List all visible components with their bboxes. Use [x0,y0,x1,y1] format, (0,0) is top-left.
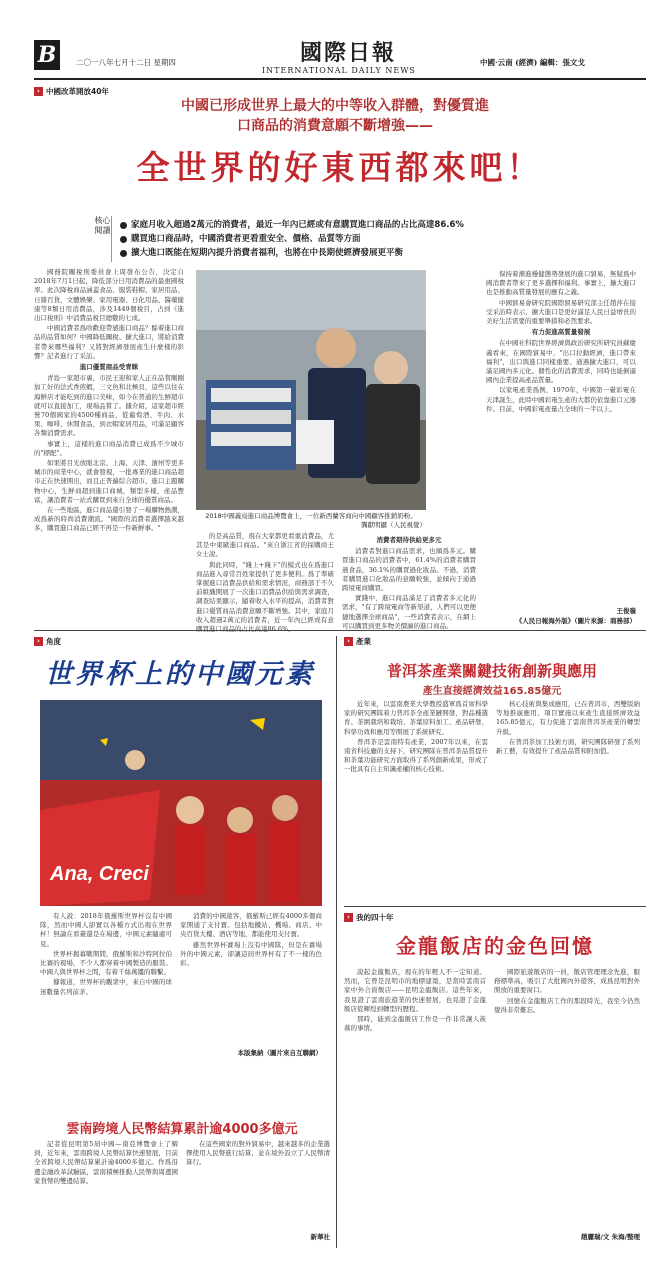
masthead-title: 國際日報 [300,40,397,66]
expo-photo [196,270,426,510]
rmb-title: 雲南跨境人民幣結算累計逾4000多億元 [66,1122,298,1137]
section-tag [344,636,371,647]
masthead-subtitle: INTERNATIONAL DAILY NEWS [262,66,416,75]
subheading: 有力促進高質量發展 [531,328,591,337]
puer-column-2: 核心技術與集成應用，已在普洱市、西雙版納等地推廣應用，項目實施以來產生直接經濟效益165.85億元，有力促進了雲南普洱茶產業的轉型升級。 在普洱茶加工技術方面，研究團隊研發了系列新工藝，有效提升了產品品質和附加值。 [496,700,640,756]
bullet-icon [120,222,127,229]
edition-info: 中國·云南 (經濟) 編輯：張文戈 [480,58,585,67]
jinlong-title: 金龍飯店的金色回憶 [396,934,594,958]
rmb-column-2: 在這些國家的對外貿易中，越來越多的企業選擇使用人民幣進行結算，並在境外設立了人民幣清算行。 [186,1140,330,1167]
rmb-column-1: 記者從昆明第5屆中國—南亞博覽會上了解到，近年來，雲南跨境人民幣結算快速發展，目前全省跨境人民幣結算累計逾4000多億元。作爲沿邊金融改革試驗區，雲南積極推動人民幣與周邊國家貨幣的雙邊結算。 [34,1140,178,1185]
vertical-divider [336,636,337,1248]
article-column-1: 國務院關稅則委員會上周發布公告，決定自2018年7月1日起，降低部分日用消費品的最惠國稅率。此次降稅商品涵蓋食品、服裝鞋帽、家居用品、日雜百貨、文體娛樂、家用電器、日化用品、醫藥健康等8類日用消費品，涉及1449個稅目，占到《進出口稅則》中消費品稅目總數的七成。 中國消費者爲啥歡迎帶感進口商品？餘着進口商品的品質如何？中國降低關稅、擴大進口，將給消費者帶來哪些福利？又將對經濟發展產生什麼樣的影響？記者進行了采訪。 進口優質商品受青睞 青島一家超市裏，市民王迎和家人正在品嘗剛剛加工好的法式香煎蝦，三文魚和北極貝，這些以往在海鮮店才能吃到的進口美味，如今在普通的生鮮超市就可以直接加工，現場品嘗了。據介紹，這家超市經營70個國家的4500種商品，從葡萄酒、牛肉、水果、咖啡、休閒食品，到衣帽家居用品，可滿足顧客各類消費需求。 事實上，這樣的進口商品消費已成爲不少城市的"標配"。 如果將目光放眼北京、上海、天津、濱州等更多城市的商業中心，就會發現，一批專業的進口商品超市正在快速開出，而且正普遍綜合超市、進口主題購物中心，生鮮商超到進口商城，類型多樣，產品豐富，讓消費者一站式購買到來自全球的優質商品。 在一些地區，進口商品還引發了一場購物熱潮，成爲新的時尚消費潮流。"國際的消費者選擇越來越多，購買進口商品已經不再是一件新鮮事。" [34,268,184,533]
tag-marker-icon: › [344,913,353,922]
worldcup-title: 世界杯上的中國元素 [45,659,315,690]
tag-label: 角度 [46,637,61,646]
puer-title: 普洱茶產業關鍵技術創新與應用 [386,662,597,680]
source-credit: 《人民日報海外版》（圖片來源：商務部） [515,617,636,625]
section-tag [34,636,61,647]
core-bullet: 家庭月收入超過2萬元的消費者，最近一年內已經或有意購買進口商品的占比高達86.6% [120,218,640,232]
masthead-rule [34,78,646,80]
tag-marker-icon: › [34,87,43,96]
worldcup-photo [40,700,322,906]
article-column-2: 的是高品質，現在大家都更看重消費品，尤其是中東歐進口商品。"來自浙江省的採購商王女士說。 與此同時，"綫上+綫下"的模式也在爲進口商品進入尋常百姓家提供了更多便利。爲了準確掌握進口消費品供給和需求情況，商務部于不久前組織開展了一次進口消費品供給與需求調查，調查結果顯示，隨着收入水平的提高，消費者對進口優質商品消費意願不斷增強。其中，家庭月收入超過2萬元的消費者，近一年內已經或有意 [196,532,334,624]
section-badge: B [34,40,60,70]
jinlong-byline: 趙麗瑞/文 朱海/整理 [580,1233,640,1241]
puer-column-1: 近年來，以雲南農業大學教授盛軍爲首席科學家的研究團隊着力普洱茶全產業鏈開發，對品種選育、茶園栽培和栽培、茶葉原料加工、產品研發、科學功效和應用等開展了系統研究。 普洱茶是雲南特有產業，2007年以來，在雲南省科技廳的支持下，研究團隊在普洱茶品質提升和茶葉功能研究方面取得了系列創新成果，形成了一批具有自主知識產權的核心技術。 [344,700,488,774]
section-divider [34,630,646,631]
bullet-icon [120,236,127,243]
worldcup-column-2: 消費的中國遊客，俄羅斯已經有4000多個商家開通了支付寶。包括地鐵站、機場、商店、中央百貨大樓、酒店等地，都能使用支付寶。 雖然世界杯賽場上沒有中國隊，但是在賽場外的中國元素，卻讓這屆世界杯有了不一樣的色彩。 [180,912,322,968]
kicker-line-1: 中國已形成世界上最大的中等收入群體，對優質進 [181,98,489,114]
banner-text: Ana, Creci [50,863,149,885]
headline: 全世界的好東西都來吧！ [136,148,544,187]
tag-label: 中國改革開放40年 [46,87,109,96]
issue-date: 二〇一八年七月十二日 星期四 [76,58,176,67]
puer-subtitle: 產生直接經濟效益165.85億元 [422,686,562,697]
section-divider [344,906,646,907]
core-bullets [120,218,640,260]
byline: 王俊嶺 [616,607,636,615]
kicker-line-2: 口商品的消費意願不斷增強—— [237,118,433,134]
article-column-3: 消費者期待供給更多元 消費者對進口商品需求，也頗爲多元。購買進口商品的消費者中，61.4%的消費者購買過食品，36.1%的購買過化妝品。不過，消費者購買進口化妝品的意願較強，並傾向于通過跨境電商購買。 實踐中，進口商品滿足了消費者多元化的需求，"有了跨境電商等新渠道，人們可以更便捷地選擇全球商品"，一些消費者表示，在網上可以購買到更多物美價廉的進口商品。 [342,536,476,630]
subheading: 進口優質商品受青睞 [79,363,139,372]
tag-marker-icon: › [34,637,43,646]
core-bullet: 擴大進口既能在短期內提升消費者福利，也將在中長期使經濟發展更平衡 [120,246,640,260]
jinlong-column-1: 說起金龍飯店，現在的年輕人不一定知道。然而，它曾是昆明市的地標建築，是當時雲南首家中外合資飯店——昆明金龍飯店。這些年來，我見證了雲南旅遊業的快速發展，也見證了金龍飯店從輝煌到轉型的歷程。 那時，能到金龍飯店工作是一件非常讓人羨慕的事情。 [344,968,486,1033]
bullet-icon [120,250,127,257]
worldcup-byline: 本版集納（圖片來自互聯網） [237,1049,322,1057]
rmb-byline: 新華社 [310,1233,330,1241]
core-reading-label: 核心閱讀 [94,216,112,262]
subheading: 消費者期待供給更多元 [376,536,442,544]
tag-marker-icon: › [344,637,353,646]
photo-caption: 2018中國義烏進口商品博覽會上，一位新西蘭客商向中國顧客推銷奶粉。 龔獻明攝（人民視覺） [205,512,426,529]
worldcup-column-1: 有人說：2018年俄羅斯世界杯沒有中國隊，然而中國人卻實以各種方式出現在世界杯！無論在看臺還是在場邊，中國元素隨處可見。 世界杯揭幕戰期間，俄羅斯和沙特阿拉伯比賽的現場，不少人都穿着中國製造的服裝。中國人與世界杯之間，有着千絲萬縷的聯繫。 據報道，世界杯的觀衆中，來自中國的球迷數量名列前茅。 [40,912,172,996]
tag-label: 我的四十年 [356,913,394,922]
section-tag [344,912,394,923]
article-column-4: 保持着漸進穩健態勢發展的進口貿易，無疑爲中國消費者帶來了更多選擇和福利。事實上，擴大進口也是推動高質量發展的應有之義。 中國貿易會研究院國際貿易研究部主任趙萍在接受采訪時表示，擴大進口是更好滿足人民日益增長的美好生活需要的重要舉措和必然要求。 有力促進高質量發展 在中國社科院世界經濟與政治研究所研究員蘇慶義看來，在國際貿易中，"出口拉動經濟，進口帶來福利"，出口與進口同樣重要。通過擴大進口，可以滿足國內多元化、個性化的消費需求，同時也能倒逼國內企業提高產品質量。 以家電產業爲例，1970年，中國第一臺彩電在天津誕生，此時中國彩電生產的大都仍依靠進口元器件。目前，中國彩電產量占全球的一半以上。 [486,270,636,413]
jinlong-column-2: 國際旅遊飯店的一員，飯店管理理念先進，服務標準高，吸引了大批國內外遊客，成爲昆明對外開放的重要窗口。 回憶在金龍飯店工作的那段時光，我至今仍然覺得非常難忘。 [494,968,640,1014]
core-bullet: 購買進口商品時，中國消費者更看重安全、價格、品質等方面 [120,232,640,246]
tag-label: 產業 [356,637,371,646]
